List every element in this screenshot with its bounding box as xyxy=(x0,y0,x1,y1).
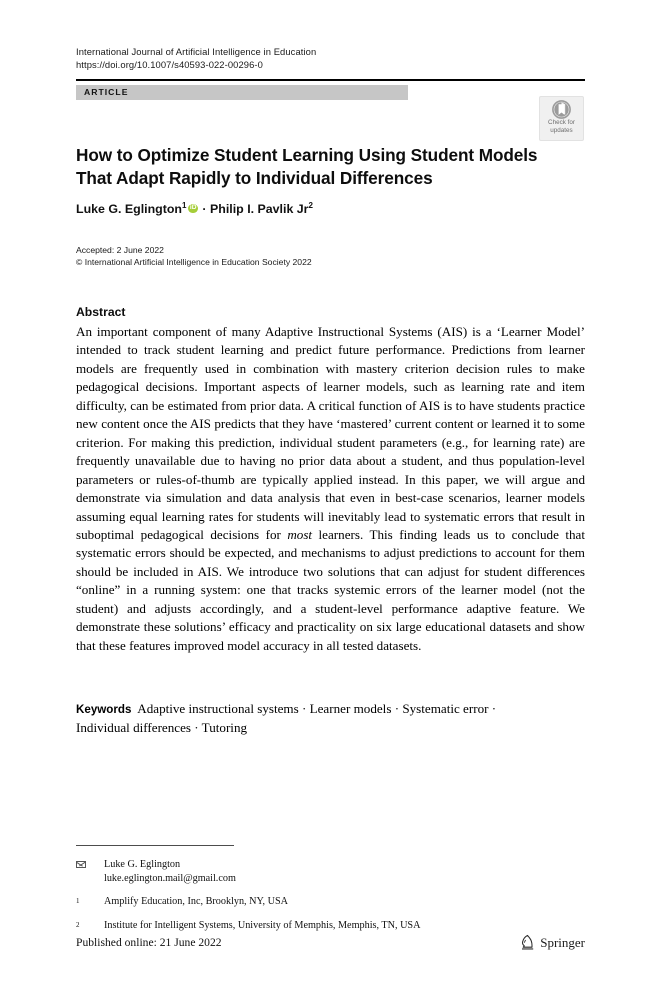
footnote-spacer-2 xyxy=(76,910,585,919)
crossmark-label-line2: updates xyxy=(550,126,573,134)
crossmark-icon xyxy=(552,100,571,119)
keywords-text: Adaptive instructional systems · Learner models · Systematic error · Individual differences · Tutoring xyxy=(76,701,497,736)
author-separator: · xyxy=(202,202,207,216)
corresponding-author-name: Luke G. Eglington xyxy=(104,859,181,870)
abstract-body xyxy=(76,323,585,655)
author-list xyxy=(76,201,585,217)
paper-title: How to Optimize Student Learning Using Student Models That Adapt Rapidly to Individual Differences xyxy=(76,144,538,189)
check-for-updates-badge[interactable] xyxy=(539,96,584,141)
footnote-block xyxy=(76,858,585,933)
doi-link[interactable]: https://doi.org/10.1007/s40593-022-00296-0 xyxy=(76,58,263,70)
orcid-icon[interactable] xyxy=(188,204,198,214)
orcid-icon-label: iD xyxy=(189,204,197,211)
affiliation-marker-1: 1 xyxy=(76,897,80,906)
article-type-bar xyxy=(76,85,408,100)
author-affiliation-marker-2: 2 xyxy=(308,200,313,210)
springer-knight-icon xyxy=(520,934,536,952)
publication-dates xyxy=(76,245,585,269)
affiliation-marker-2: 2 xyxy=(76,920,80,929)
author-name-2: Philip I. Pavlik Jr xyxy=(210,202,309,216)
article-type-label: ARTICLE xyxy=(84,87,129,97)
springer-wordmark: Springer xyxy=(540,935,585,950)
journal-header xyxy=(76,46,585,71)
keywords-label: Keywords xyxy=(76,703,132,716)
corresponding-author-row xyxy=(76,858,585,886)
abstract-part-1: An important component of many Adaptive Instructional Systems (AIS) is a ‘Learner Model’ intended to track student learning and predict future performance. Predictions from learner models are frequently used in combination with mastery criterion decision rules to make pedagogical decisions. Important aspects of learner models, such as learning rate and item difficulty, can be estimated from prior data. A critical function of AIS is to have students practice new content once the AIS predicts that they have ‘mastered’ current content or learned it to some criterion. For making this prediction, individual student parameters (e.g., for learning rate) are frequently unavailable due to having no prior data about a student, and thus population-level parameters or rules-of-thumb are typically applied instead. In this paper, we will argue and demonstrate via simulation and data analysis that even in best-case scenarios, learner models assuming equal learning rates for students will inevitably lead to systematic errors that result in suboptimal pedagogical decisions for xyxy=(76,324,585,542)
affiliation-text-1: Amplify Education, Inc, Brooklyn, NY, USA xyxy=(104,896,289,908)
crossmark-label-line1: Check for xyxy=(548,119,575,126)
abstract-italic-word: most xyxy=(287,526,313,542)
envelope-icon xyxy=(76,858,96,872)
author-affiliation-marker-1: 1 xyxy=(182,200,187,210)
crossmark-label xyxy=(540,119,583,134)
accepted-date: Accepted: 2 June 2022 xyxy=(76,245,164,255)
journal-name: International Journal of Artificial Intelligence in Education xyxy=(76,46,317,57)
keywords-section xyxy=(76,700,546,738)
abstract-heading: Abstract xyxy=(76,305,126,319)
header-rule xyxy=(76,79,585,81)
affiliation-row-1 xyxy=(76,895,585,909)
footnote-spacer-1 xyxy=(76,886,585,895)
affiliation-text-2: Institute for Intelligent Systems, University of Memphis, Memphis, TN, USA xyxy=(104,919,421,931)
abstract-part-2: learners. This finding leads us to conclude that systematic errors should be expected, and mechanisms to adjust predictions to account for them should be included in AIS. We introduce two solutions that can adjust for student differences “online” in a running system: one that tracks systemic errors of the learner model (not the student) and adjusts accordingly, and a student-level performance adaptive feature. We demonstrate these solutions’ efficacy and practicality on six large educational datasets and show that these features improved model accuracy in all tested datasets. xyxy=(76,526,585,653)
footnote-rule xyxy=(76,845,234,846)
springer-logo xyxy=(520,932,585,954)
copyright-line: © International Artificial Intelligence in Education Society 2022 xyxy=(76,256,312,267)
affiliation-row-2 xyxy=(76,919,585,933)
corresponding-author-email[interactable]: luke.eglington.mail@gmail.com xyxy=(104,873,236,885)
published-online: Published online: 21 June 2022 xyxy=(76,936,222,949)
author-name-1: Luke G. Eglington xyxy=(76,202,183,216)
